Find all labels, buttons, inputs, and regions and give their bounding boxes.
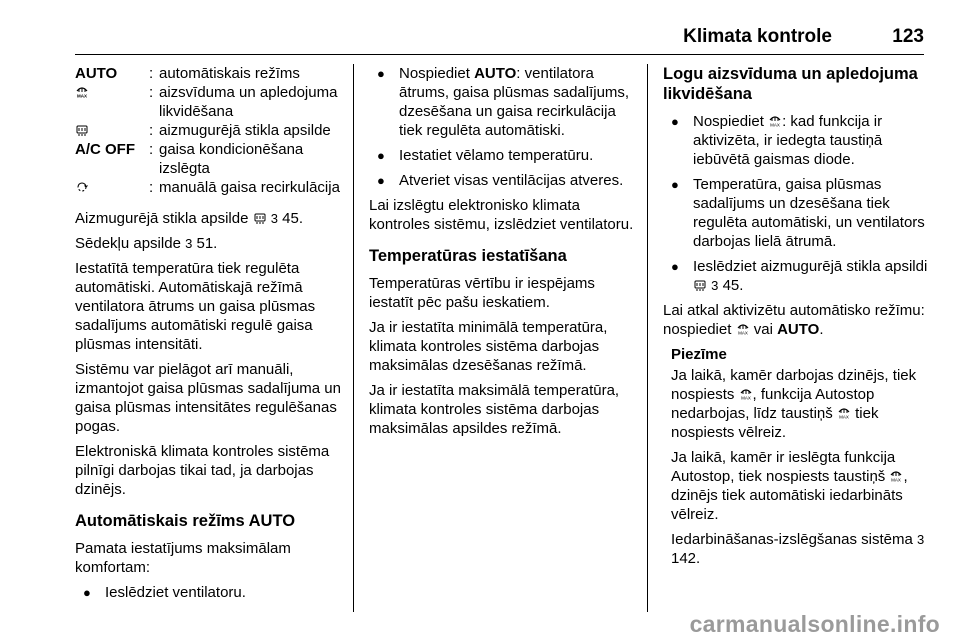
definition-desc: gaisa kondicionēšana izslēgta [159,141,304,177]
note-title: Piezīme [671,346,727,363]
reference-arrow-icon: 3 [711,278,719,293]
column-2 [369,64,637,444]
paragraph: Ja laikā, kamēr darbojas dzinējs, tiek nospiests MAX , funkcija Autostop nedarbojas, līdz taustiņš MAX tiek nospiests vēlreiz. [671,367,917,441]
definition-list [75,64,345,197]
recirculation-icon [76,181,88,193]
watermark: carmanualsonline.info [689,611,940,637]
page-title: Klimata kontrole [683,26,832,47]
page-reference[interactable]: 45. [282,210,304,227]
defrost-max-icon [740,388,752,400]
paragraph: Pamata iestatījums maksimālam komfortam: [75,540,291,576]
bullet-list [663,112,928,295]
paragraph: Ja laikā, kamēr ir ieslēgta funkcija Autostop, tiek nospiests taustiņš MAX , dzinējs tiek automātiski iedarbināts vēlreiz. [671,449,908,523]
paragraph: Temperatūras vērtību ir iespējams iestatīt pēc pašu ieskatiem. [369,275,595,311]
svg-text:MAX: MAX [737,330,748,335]
definition-desc: automātiskais režīms [159,65,300,82]
paragraph: Iedarbināšanas-izslēgšanas sistēma 3 142. [671,531,925,567]
defrost-max-icon [890,470,902,482]
definition-row: MAX : aizsvīduma un apledojuma likvidēšana [75,83,345,121]
paragraph: Sistēmu var pielāgot arī manuāli, izmantojot gaisa plūsmas sadalījuma un gaisa plūsmas intensitātes regulēšanas pogas. [75,361,341,435]
paragraph: Ja ir iestatīta maksimālā temperatūra, klimata kontroles sistēma darbojas maksimālas apsildes režīmā. [369,382,620,437]
list-item: ● Nospiediet MAX : kad funkcija ir aktivizēta, ir iedegta taustiņā iebūvētā gaismas diode. [663,112,928,169]
svg-text:MAX: MAX [740,395,751,400]
definition-row: A/C OFF : gaisa kondicionēšana izslēgta [75,140,345,178]
page-number: 123 [892,26,924,47]
rear-window-heat-icon [254,212,266,224]
paragraph: Aizmugurējā stikla apsilde 3 45. [75,210,304,227]
defrost-max-icon [838,407,850,419]
svg-text:MAX: MAX [77,93,87,98]
column-divider [353,64,354,612]
bullet-list [75,583,345,602]
definition-term: AUTO [75,65,118,82]
reference-arrow-icon: 3 [916,532,925,547]
column-3 [663,64,928,574]
list-item: ● Iestatiet vēlamo temperatūru. [369,146,637,165]
section-heading: Automātiskais režīms AUTO [75,512,296,530]
reference-arrow-icon: 3 [270,211,278,226]
definition-desc: manuālā gaisa recirkulācija [159,179,340,196]
definition-desc: aizmugurējā stikla apsilde [159,122,331,139]
list-item: ● Temperatūra, gaisa plūsmas sadalījums un dzesēšana tiek regulēta automātiski, un ventilators darbojas lielā ātrumā. [663,175,928,251]
rear-window-heat-icon [694,279,706,291]
defrost-max-icon [769,115,781,127]
note-box [663,345,928,568]
defrost-max-icon [76,86,88,98]
definition-term: A/C OFF [75,141,135,158]
page-reference[interactable]: 45. [722,277,744,294]
column-1 [75,64,345,608]
definition-desc: aizsvīduma un apledojuma likvidēšana [159,84,338,120]
bullet-list [369,64,637,190]
rear-window-heat-icon [76,124,88,136]
definition-row: : manuālā gaisa recirkulācija [75,178,345,197]
defrost-max-icon [737,323,749,335]
definition-row: AUTO : automātiskais režīms [75,64,345,83]
section-heading: Temperatūras iestatīšana [369,247,567,265]
paragraph: Lai izslēgtu elektronisko klimata kontroles sistēmu, izslēdziet ventilatoru. [369,197,634,233]
column-divider [647,64,648,612]
list-item: ● Ieslēdziet ventilatoru. [75,583,345,602]
list-item: ● Ieslēdziet aizmugurējā stikla apsildi 3 45. [663,257,928,295]
paragraph: Ja ir iestatīta minimālā temperatūra, klimata kontroles sistēma darbojas maksimālas dzesēšanas režīmā. [369,319,608,374]
paragraph: Elektroniskā klimata kontroles sistēma pilnīgi darbojas tikai tad, ja darbojas dzinējs. [75,443,330,498]
svg-text:MAX: MAX [770,122,780,127]
definition-row: : aizmugurējā stikla apsilde [75,121,345,140]
list-item: ● Nospiediet AUTO: ventilatora ātrums, gaisa plūsmas sadalījums, dzesēšana un gaisa recirkulācija tiek regulēta automātiski. [369,64,637,140]
reference-arrow-icon: 3 [185,236,193,251]
paragraph: Iestatītā temperatūra tiek regulēta automātiski. Automātiskajā režīmā ventilatora ātrums un gaisa plūsmas sadalījums automātiski regulē gaisa plūsmas intensitāti. [75,260,316,353]
paragraph: Lai atkal aktivizētu automātisko režīmu: nospiediet MAX vai AUTO. [663,302,925,338]
svg-text:MAX: MAX [891,477,902,482]
page-reference[interactable]: 51. [196,235,218,252]
page-reference[interactable]: 142. [671,550,701,567]
paragraph: Sēdekļu apsilde 3 51. [75,235,218,252]
list-item: ● Atveriet visas ventilācijas atveres. [369,171,637,190]
page-header [75,22,924,55]
svg-text:MAX: MAX [839,414,849,419]
section-heading: Logu aizsvīduma un apledojuma likvidēšana [663,65,918,103]
